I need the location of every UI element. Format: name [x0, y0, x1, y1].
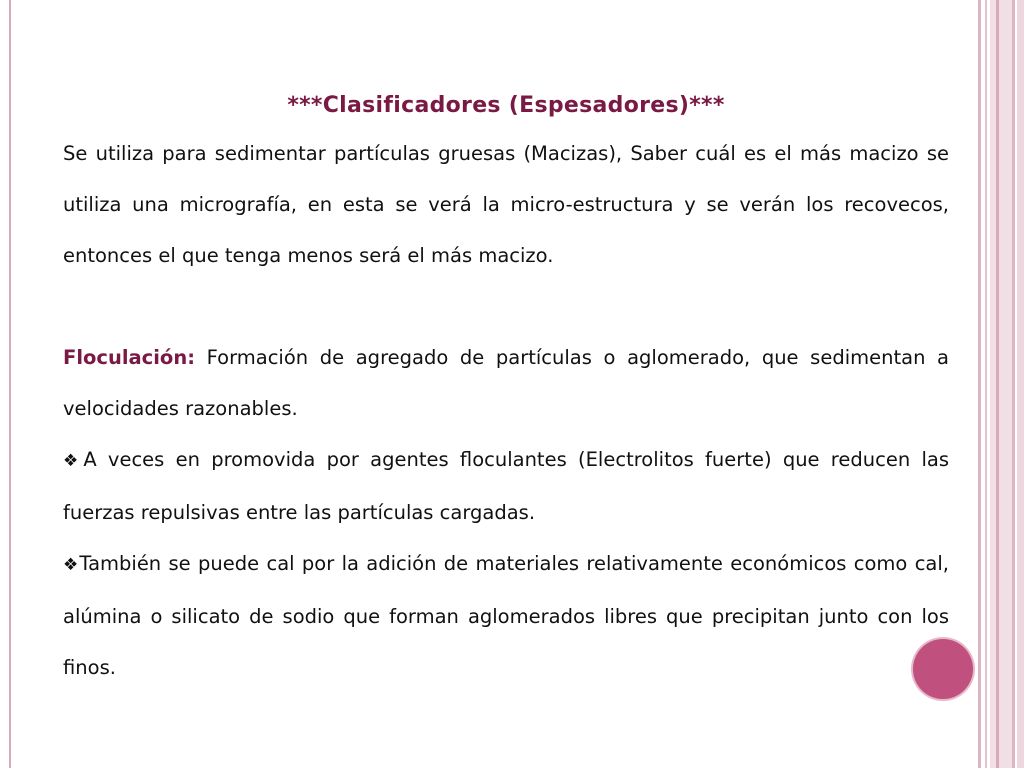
intro-paragraph: Se utiliza para sedimentar partículas gruesas (Macizas), Saber cuál es el más macizo se utiliza una micrografía, en esta se verá la micro-estructura y se verán los recovecos, entonces el que tenga menos será el más macizo. — [63, 142, 949, 267]
bullet-text: A veces en promovida por agentes floculantes (Electrolitos fuerte) que reducen las fuerzas repulsivas entre las partículas cargadas. — [63, 448, 949, 524]
slide-content — [63, 84, 949, 693]
bullet-item — [63, 434, 949, 538]
diamond-bullet-icon: ❖ — [63, 451, 84, 471]
flocculation-term: Floculación: — [63, 346, 196, 369]
slide-title: ***Clasificadores (Espesadores)*** — [287, 93, 725, 118]
spacer — [63, 281, 949, 332]
right-decor-stripe — [978, 0, 981, 768]
left-border-line — [9, 0, 11, 768]
flocculation-paragraph — [63, 332, 949, 434]
right-decor-stripe — [1017, 0, 1024, 768]
right-decor-stripe — [985, 0, 987, 768]
right-decor-stripe — [1012, 0, 1015, 768]
flocculation-definition: Formación de agregado de partículas o aglomerado, que sedimentan a velocidades razonables. — [63, 346, 949, 420]
right-decor-stripe — [996, 0, 999, 768]
bullet-text: También se puede cal por la adición de materiales relativamente económicos como cal, alúmina o silicato de sodio que forman aglomerados libres que precipitan junto con los finos. — [63, 552, 949, 679]
diamond-bullet-icon: ❖ — [63, 555, 80, 575]
bullet-item — [63, 538, 949, 693]
right-decor-stripe — [990, 0, 1012, 768]
